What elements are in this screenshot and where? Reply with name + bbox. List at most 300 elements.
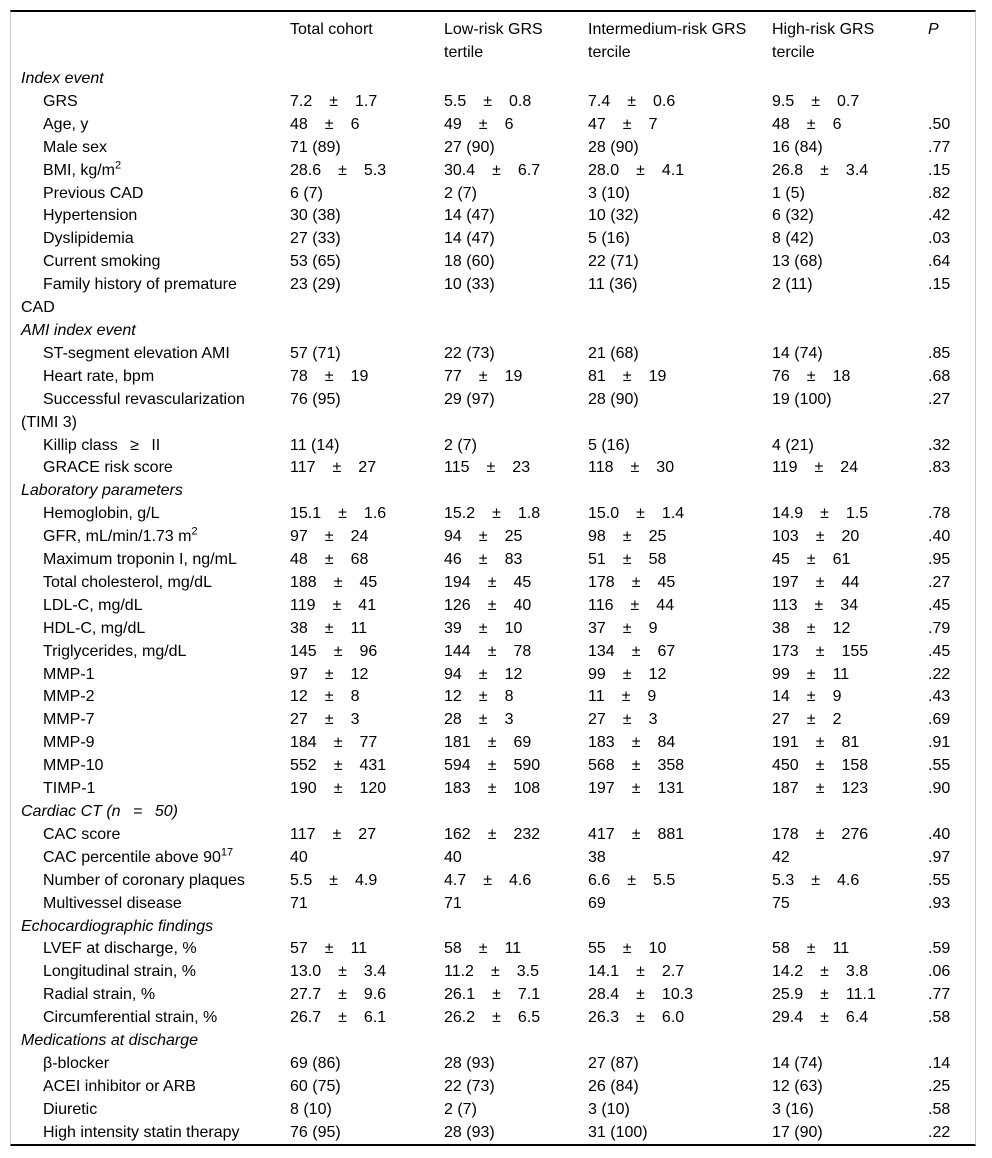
value-cell: 42 xyxy=(772,848,790,866)
value-cell xyxy=(290,732,444,755)
p-value-cell: .58 xyxy=(928,1009,951,1027)
plus-minus-sign: ± xyxy=(621,688,631,706)
mean-value: 144 xyxy=(444,642,471,660)
mean-value: 48 xyxy=(772,115,790,133)
mean-value: 30.4 xyxy=(444,161,476,179)
sd-value: 3.8 xyxy=(845,963,869,981)
sd-value: 30 xyxy=(656,459,675,477)
table-row xyxy=(11,847,975,870)
mean-value: 98 xyxy=(588,528,606,546)
mean-value: 190 xyxy=(290,780,317,798)
sd-value: 24 xyxy=(350,528,369,546)
mean-value: 94 xyxy=(444,528,462,546)
row-label: Multivessel disease xyxy=(43,894,182,912)
sd-value: 11 xyxy=(832,940,850,958)
sd-value: 40 xyxy=(513,596,532,614)
value-cell xyxy=(588,572,772,595)
row-label: MMP-7 xyxy=(43,711,95,729)
mean-value: 178 xyxy=(588,573,615,591)
sd-value: 7.1 xyxy=(517,986,541,1004)
sd-value: 4.6 xyxy=(509,871,532,889)
value-cell xyxy=(772,114,928,137)
mean-value: 94 xyxy=(444,665,462,683)
value-cell xyxy=(290,686,444,709)
plus-minus-sign: ± xyxy=(338,986,347,1004)
value-cell xyxy=(772,1007,928,1030)
value-cell xyxy=(290,984,444,1007)
sd-value: 10 xyxy=(648,940,667,958)
mean-value: 26.8 xyxy=(772,161,804,179)
mean-value: 7.4 xyxy=(588,92,611,110)
plus-minus-sign: ± xyxy=(631,757,641,775)
sd-value: 3.5 xyxy=(516,963,539,981)
p-value-cell: .15 xyxy=(928,161,951,179)
mean-value: 48 xyxy=(290,551,308,569)
value-cell: 8 (42) xyxy=(772,230,814,248)
column-header xyxy=(444,12,588,68)
mean-value: 39 xyxy=(444,619,462,637)
sd-value: 5.3 xyxy=(363,161,387,179)
table-row xyxy=(11,1122,975,1145)
sd-value: 23 xyxy=(512,459,531,477)
sd-value: 67 xyxy=(657,642,676,660)
mean-value: 45 xyxy=(772,551,790,569)
plus-minus-sign: ± xyxy=(806,665,816,683)
mean-value: 4.7 xyxy=(444,871,467,889)
value-cell xyxy=(444,549,588,572)
sd-value: 4.6 xyxy=(837,871,860,889)
sd-value: 108 xyxy=(513,780,541,798)
mean-value: 55 xyxy=(588,940,606,958)
value-cell: 16 (84) xyxy=(772,138,823,156)
plus-minus-sign: ± xyxy=(814,459,824,477)
p-value-cell: .43 xyxy=(928,688,951,706)
table-row xyxy=(11,549,975,572)
plus-minus-sign: ± xyxy=(636,505,645,523)
mean-value: 27 xyxy=(772,711,790,729)
sd-value: 11 xyxy=(350,619,368,637)
value-cell xyxy=(588,732,772,755)
table-row xyxy=(11,709,975,732)
section-title: Index event xyxy=(21,70,104,87)
row-label-cell xyxy=(11,160,290,183)
section-row xyxy=(11,1030,975,1053)
value-cell xyxy=(290,641,444,664)
column-header xyxy=(588,12,772,68)
row-label: CAC percentile above 90 xyxy=(43,848,221,866)
value-cell: 71 (89) xyxy=(290,138,341,156)
value-cell: 1 (5) xyxy=(772,184,805,202)
mean-value: 5.3 xyxy=(772,871,795,889)
sd-value: 11 xyxy=(350,940,368,958)
mean-value: 13.0 xyxy=(290,963,322,981)
value-cell xyxy=(772,91,928,114)
p-value-cell: .83 xyxy=(928,459,951,477)
table-row xyxy=(11,1076,975,1099)
plus-minus-sign: ± xyxy=(490,963,500,981)
sd-value: 8 xyxy=(504,688,514,706)
plus-minus-sign: ± xyxy=(332,596,342,614)
mean-value: 194 xyxy=(444,573,471,591)
row-label-superscript: 17 xyxy=(220,846,234,859)
value-cell xyxy=(290,549,444,572)
value-cell: 28 (93) xyxy=(444,1054,495,1072)
value-cell xyxy=(444,91,588,114)
plus-minus-sign: ± xyxy=(483,92,493,110)
value-cell: 27 (33) xyxy=(290,230,341,248)
plus-minus-sign: ± xyxy=(332,459,342,477)
mean-value: 116 xyxy=(588,596,614,614)
section-title: AMI index event xyxy=(21,321,136,339)
value-cell xyxy=(772,641,928,664)
row-label: Male sex xyxy=(43,138,108,156)
value-cell xyxy=(290,870,444,893)
mean-value: 173 xyxy=(772,642,799,660)
p-value-cell: .55 xyxy=(928,757,951,775)
plus-minus-sign: ± xyxy=(622,551,632,569)
value-cell: 75 xyxy=(772,894,790,912)
value-cell xyxy=(290,824,444,847)
plus-minus-sign: ± xyxy=(478,115,488,133)
row-label-cell xyxy=(11,1007,290,1030)
plus-minus-sign: ± xyxy=(338,963,347,981)
row-label: GFR, mL/min/1.73 m xyxy=(43,528,192,546)
sd-value: 0.8 xyxy=(509,92,532,110)
mean-value: 14.9 xyxy=(772,505,804,523)
value-cell: 28 (93) xyxy=(444,1123,495,1141)
plus-minus-sign: ± xyxy=(820,505,829,523)
value-cell xyxy=(588,984,772,1007)
table-row xyxy=(11,183,975,206)
value-cell: 27 (87) xyxy=(588,1054,639,1072)
plus-minus-sign: ± xyxy=(492,505,501,523)
row-label: GRACE risk score xyxy=(43,459,173,477)
sd-value: 44 xyxy=(656,596,675,614)
plus-minus-sign: ± xyxy=(329,92,339,110)
value-cell xyxy=(290,618,444,641)
plus-minus-sign: ± xyxy=(324,367,334,385)
plus-minus-sign: ± xyxy=(631,825,641,843)
plus-minus-sign: ± xyxy=(811,871,821,889)
sd-value: 58 xyxy=(648,551,667,569)
row-label-cell xyxy=(11,435,290,458)
mean-value: 37 xyxy=(588,619,606,637)
plus-minus-sign: ± xyxy=(492,986,501,1004)
value-cell: 14 (74) xyxy=(772,344,823,362)
value-cell xyxy=(588,549,772,572)
value-cell: 14 (47) xyxy=(444,230,495,248)
value-cell xyxy=(444,618,588,641)
value-cell xyxy=(588,870,772,893)
row-label-cell xyxy=(11,457,290,480)
mean-value: 12 xyxy=(290,688,308,706)
table-row xyxy=(11,160,975,183)
sd-value: 12 xyxy=(504,665,523,683)
row-label: Current smoking xyxy=(43,253,161,271)
value-cell: 10 (33) xyxy=(444,276,495,294)
mean-value: 450 xyxy=(772,757,799,775)
plus-minus-sign: ± xyxy=(806,711,816,729)
sd-value: 6.5 xyxy=(517,1009,541,1027)
value-cell: 69 xyxy=(588,894,606,912)
value-cell xyxy=(444,732,588,755)
value-cell xyxy=(588,664,772,687)
value-cell xyxy=(588,91,772,114)
sd-value: 6.4 xyxy=(845,1009,869,1027)
sd-value: 2.7 xyxy=(661,963,685,981)
mean-value: 47 xyxy=(588,115,606,133)
table-row xyxy=(11,114,975,137)
plus-minus-sign: ± xyxy=(622,711,632,729)
plus-minus-sign: ± xyxy=(478,665,488,683)
mean-value: 188 xyxy=(290,573,317,591)
plus-minus-sign: ± xyxy=(487,757,497,775)
section-title: Medications at discharge xyxy=(21,1032,198,1050)
row-label-cell xyxy=(11,824,290,847)
sd-value: 8 xyxy=(350,688,360,706)
value-cell xyxy=(290,457,444,480)
value-cell xyxy=(444,961,588,984)
value-cell xyxy=(290,1007,444,1030)
value-cell: 14 (74) xyxy=(772,1054,823,1072)
plus-minus-sign: ± xyxy=(636,986,645,1004)
value-cell: 28 (90) xyxy=(588,390,639,408)
row-label-cell xyxy=(11,938,290,961)
row-label: LVEF at discharge, % xyxy=(43,940,197,958)
table-row xyxy=(11,343,975,366)
plus-minus-sign: ± xyxy=(631,642,641,660)
table-row xyxy=(11,526,975,549)
row-label-cell xyxy=(11,572,290,595)
row-label-cell xyxy=(11,595,290,618)
table-row xyxy=(11,457,975,480)
table-row xyxy=(11,1053,975,1076)
mean-value: 417 xyxy=(588,825,615,843)
value-cell xyxy=(444,686,588,709)
row-label-cell xyxy=(11,778,290,801)
plus-minus-sign: ± xyxy=(324,688,334,706)
plus-minus-sign: ± xyxy=(622,665,632,683)
sd-value: 11 xyxy=(504,940,522,958)
column-header xyxy=(290,12,444,68)
p-value-cell: .32 xyxy=(928,436,951,454)
value-cell xyxy=(290,778,444,801)
sd-value: 1.7 xyxy=(355,92,378,110)
sd-value: 11.1 xyxy=(845,986,876,1004)
row-label-cell xyxy=(11,205,290,228)
p-value-cell: .79 xyxy=(928,619,951,637)
value-cell: 2 (7) xyxy=(444,184,477,202)
sd-value: 6 xyxy=(350,115,360,133)
table-frame xyxy=(10,10,976,1146)
plus-minus-sign: ± xyxy=(332,825,342,843)
row-label: LDL-C, mg/dL xyxy=(43,596,143,614)
plus-minus-sign: ± xyxy=(338,161,347,179)
table-row xyxy=(11,938,975,961)
value-cell xyxy=(772,526,928,549)
sd-value: 18 xyxy=(832,367,851,385)
p-value-cell: .50 xyxy=(928,115,951,133)
plus-minus-sign: ± xyxy=(622,528,632,546)
plus-minus-sign: ± xyxy=(627,92,637,110)
mean-value: 183 xyxy=(444,780,471,798)
value-cell: 10 (32) xyxy=(588,207,639,225)
sd-value: 6 xyxy=(832,115,842,133)
value-cell: 71 xyxy=(290,894,308,912)
row-label: High intensity statin therapy xyxy=(43,1123,240,1141)
mean-value: 115 xyxy=(444,459,470,477)
row-label: Circumferential strain, % xyxy=(43,1009,218,1027)
sd-value: 45 xyxy=(359,573,378,591)
column-header-line: P xyxy=(928,21,939,38)
table-row xyxy=(11,732,975,755)
sd-value: 1.5 xyxy=(845,505,869,523)
mean-value: 118 xyxy=(588,459,614,477)
sd-value: 20 xyxy=(841,528,860,546)
mean-value: 145 xyxy=(290,642,317,660)
sd-value: 12 xyxy=(832,619,851,637)
value-cell xyxy=(444,824,588,847)
section-row xyxy=(11,916,975,939)
mean-value: 11.2 xyxy=(444,963,474,981)
value-cell xyxy=(444,595,588,618)
plus-minus-sign: ± xyxy=(333,734,343,752)
plus-minus-sign: ± xyxy=(806,551,816,569)
table-row xyxy=(11,1007,975,1030)
plus-minus-sign: ± xyxy=(627,871,637,889)
column-header-line: High-risk GRS xyxy=(772,21,875,38)
sd-value: 276 xyxy=(841,825,869,843)
value-cell xyxy=(772,366,928,389)
row-label: Total cholesterol, mg/dL xyxy=(43,573,212,591)
value-cell xyxy=(588,526,772,549)
plus-minus-sign: ± xyxy=(478,619,488,637)
plus-minus-sign: ± xyxy=(487,573,497,591)
value-cell xyxy=(772,457,928,480)
plus-minus-sign: ± xyxy=(636,963,645,981)
column-header-line: tertile xyxy=(444,43,484,61)
table-row xyxy=(11,618,975,641)
plus-minus-sign: ± xyxy=(636,161,645,179)
value-cell xyxy=(772,503,928,526)
row-label: β-blocker xyxy=(43,1054,110,1072)
mean-value: 28.6 xyxy=(290,161,322,179)
mean-value: 77 xyxy=(444,367,462,385)
sd-value: 3.4 xyxy=(363,963,387,981)
mean-value: 14.2 xyxy=(772,963,804,981)
plus-minus-sign: ± xyxy=(630,596,640,614)
value-cell xyxy=(444,160,588,183)
section-row xyxy=(11,480,975,503)
column-header xyxy=(11,12,290,68)
value-cell: 76 (95) xyxy=(290,390,341,408)
mean-value: 58 xyxy=(772,940,790,958)
row-label-cell xyxy=(11,709,290,732)
value-cell: 40 xyxy=(290,848,308,866)
mean-value: 5.5 xyxy=(290,871,313,889)
table-row xyxy=(11,595,975,618)
value-cell xyxy=(588,618,772,641)
mean-value: 14.1 xyxy=(588,963,620,981)
sd-value: 83 xyxy=(504,551,523,569)
row-label-cell xyxy=(11,549,290,572)
plus-minus-sign: ± xyxy=(806,115,816,133)
mean-value: 6.6 xyxy=(588,871,611,889)
mean-value: 26.1 xyxy=(444,986,476,1004)
value-cell: 11 (36) xyxy=(588,276,638,294)
value-cell: 4 (21) xyxy=(772,436,814,454)
sd-value: 3 xyxy=(504,711,514,729)
mean-value: 183 xyxy=(588,734,615,752)
row-label: TIMP-1 xyxy=(43,780,96,798)
table-row xyxy=(11,1099,975,1122)
sd-value: 10.3 xyxy=(661,986,694,1004)
row-label-cell xyxy=(11,870,290,893)
p-value-cell xyxy=(928,91,975,114)
mean-value: 9.5 xyxy=(772,92,795,110)
plus-minus-sign: ± xyxy=(486,459,496,477)
plus-minus-sign: ± xyxy=(324,551,334,569)
row-label-cell xyxy=(11,343,290,366)
mean-value: 103 xyxy=(772,528,799,546)
sd-value: 19 xyxy=(504,367,523,385)
row-label-cell xyxy=(11,366,290,389)
sd-value: 27 xyxy=(358,459,377,477)
value-cell: 5 (16) xyxy=(588,436,630,454)
plus-minus-sign: ± xyxy=(487,825,497,843)
p-value-cell: .27 xyxy=(928,390,951,408)
sd-value: 2 xyxy=(832,711,842,729)
value-cell xyxy=(444,572,588,595)
row-label-cell xyxy=(11,755,290,778)
p-value-cell: .03 xyxy=(928,230,951,248)
mean-value: 181 xyxy=(444,734,471,752)
p-value-cell: .22 xyxy=(928,1123,951,1141)
column-header-line: Low-risk GRS xyxy=(444,21,543,38)
value-cell xyxy=(290,709,444,732)
mean-value: 191 xyxy=(772,734,799,752)
mean-value: 29.4 xyxy=(772,1009,804,1027)
plus-minus-sign: ± xyxy=(338,505,347,523)
value-cell xyxy=(772,984,928,1007)
value-cell xyxy=(772,160,928,183)
plus-minus-sign: ± xyxy=(324,940,334,958)
row-label: CAC score xyxy=(43,825,121,843)
value-cell: 31 (100) xyxy=(588,1123,648,1141)
sd-value: 7 xyxy=(648,115,658,133)
sd-value: 9 xyxy=(832,688,842,706)
plus-minus-sign: ± xyxy=(324,711,334,729)
sd-value: 25 xyxy=(648,528,667,546)
mean-value: 38 xyxy=(290,619,308,637)
row-label-cell xyxy=(11,251,290,274)
sd-value: 1.8 xyxy=(517,505,541,523)
value-cell: 19 (100) xyxy=(772,390,832,408)
plus-minus-sign: ± xyxy=(478,528,488,546)
table-row xyxy=(11,961,975,984)
row-label-superscript: 2 xyxy=(191,526,198,538)
value-cell xyxy=(444,870,588,893)
sd-value: 358 xyxy=(657,757,685,775)
sd-value: 158 xyxy=(841,757,869,775)
value-cell xyxy=(772,870,928,893)
mean-value: 119 xyxy=(772,459,798,477)
mean-value: 126 xyxy=(444,596,471,614)
row-label-cell xyxy=(11,893,290,916)
plus-minus-sign: ± xyxy=(815,757,825,775)
mean-value: 27 xyxy=(290,711,308,729)
sd-value: 3 xyxy=(350,711,360,729)
